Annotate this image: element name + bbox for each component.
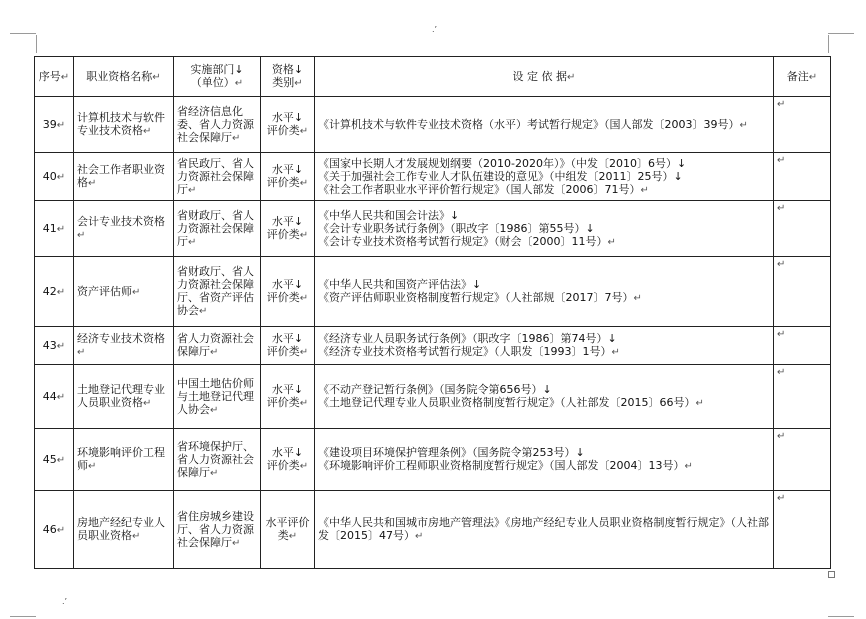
basis-line: 《中华人民共和国会计法》↓	[318, 208, 460, 222]
cell-basis[interactable]	[315, 327, 774, 365]
header-no: 序号↵	[35, 57, 74, 97]
paragraph-mark: ↵	[299, 293, 309, 304]
crop-mark-top-right-h	[828, 33, 854, 34]
crop-mark-top-left-v	[36, 35, 37, 53]
paragraph-mark: ↵	[415, 531, 424, 542]
paragraph-mark-bottom: .’	[62, 597, 68, 606]
paragraph-mark: ↵	[288, 531, 298, 542]
cell-type[interactable]: 水平↓ 评价类↵	[261, 257, 315, 327]
header-row	[35, 57, 831, 97]
paragraph-mark: ↵	[210, 347, 219, 358]
cell-type[interactable]: 水平评价类↵	[261, 491, 315, 569]
paragraph-mark: ↵	[777, 431, 786, 442]
table-row	[35, 365, 831, 429]
table-row	[35, 201, 831, 257]
paragraph-mark: ↵	[88, 178, 97, 189]
cell-note[interactable]	[774, 201, 831, 257]
paragraph-mark: ↵	[607, 236, 616, 248]
paragraph-mark: ↵	[777, 259, 786, 270]
cell-type[interactable]: 水平↓ 评价类↵	[261, 365, 315, 429]
cell-no[interactable]: 46↵	[35, 491, 74, 569]
header-note: 备注↵	[774, 57, 831, 97]
cell-no[interactable]: 39↵	[35, 97, 74, 153]
cell-name[interactable]: 资产评估师↵	[74, 257, 174, 327]
paragraph-mark: ↵	[777, 367, 786, 378]
paragraph-mark: ↵	[299, 398, 309, 409]
basis-line: 《资产评估师职业资格制度暂行规定》（人社部规〔2017〕7号）↵	[318, 291, 642, 304]
paragraph-mark: ↵	[299, 230, 309, 241]
cell-note[interactable]	[774, 257, 831, 327]
cell-type[interactable]: 水平↓ 评价类↵	[261, 327, 315, 365]
header-type: 资格↓ 类别↵	[261, 57, 315, 97]
paragraph-mark: ↵	[299, 126, 309, 137]
cell-type[interactable]: 水平↓ 评价类↵	[261, 153, 315, 201]
paragraph-mark: ↵	[611, 347, 620, 358]
paragraph-mark: ↵	[188, 184, 197, 196]
crop-mark-bottom-left-h	[10, 616, 36, 617]
paragraph-mark: ↵	[56, 286, 66, 298]
paragraph-mark: ↵	[299, 461, 309, 472]
basis-line: 《环境影响评价工程师职业资格制度暂行规定》（国人部发〔2004〕13号）↵	[318, 459, 693, 472]
crop-mark-bottom-right-h	[828, 616, 854, 617]
basis-line: 《中华人民共和国城市房地产管理法》《房地产经纪专业人员职业资格制度暂行规定》（人社部发〔2015〕47号）↵	[318, 516, 769, 542]
cell-dept[interactable]: 省经济信息化委、省人力资源社会保障厅↵	[174, 97, 261, 153]
paragraph-mark: ↵	[132, 286, 141, 298]
cell-note[interactable]	[774, 365, 831, 429]
cell-type[interactable]: 水平↓ 评价类↵	[261, 201, 315, 257]
paragraph-mark: ↵	[199, 306, 208, 317]
basis-line: 《国家中长期人才发展规划纲要（2010-2020年）》（中发〔2010〕6号）↓	[318, 156, 687, 170]
paragraph-mark: ↵	[56, 171, 66, 183]
paragraph-mark: ↵	[56, 223, 66, 235]
cell-dept[interactable]: 省住房城乡建设厅、省人力资源社会保障厅↵	[174, 491, 261, 569]
paragraph-mark: ↵	[777, 99, 786, 110]
cell-note[interactable]	[774, 327, 831, 365]
basis-line: 《会计专业职务试行条例》（职改字〔1986〕第55号）↓	[318, 221, 595, 235]
paragraph-mark: ↵	[299, 347, 309, 358]
paragraph-mark: ↵	[188, 236, 197, 248]
cell-no[interactable]: 40↵	[35, 153, 74, 201]
cell-basis[interactable]	[315, 365, 774, 429]
paragraph-mark: ↵	[633, 293, 642, 304]
cell-name[interactable]: 社会工作者职业资格↵	[74, 153, 174, 201]
basis-line: 《关于加强社会工作专业人才队伍建设的意见》（中组发〔2011〕25号）↓	[318, 169, 683, 183]
paragraph-mark: ↵	[777, 155, 786, 166]
basis-line: 《计算机技术与软件专业技术资格（水平）考试暂行规定》（国人部发〔2003〕39号）↵	[318, 117, 748, 131]
cell-name[interactable]: 房地产经纪专业人员职业资格↵	[74, 491, 174, 569]
cell-dept[interactable]: 省财政厅、省人力资源社会保障厅、省资产评估协会↵	[174, 257, 261, 327]
paragraph-mark: ↵	[132, 531, 141, 542]
cell-dept[interactable]: 省财政厅、省人力资源社会保障厅↵	[174, 201, 261, 257]
basis-line: 《会计专业技术资格考试暂行规定》（财会〔2000〕11号）↵	[318, 234, 616, 248]
cell-basis[interactable]	[315, 429, 774, 491]
cell-no[interactable]: 43↵	[35, 327, 74, 365]
paragraph-mark: ↵	[299, 178, 309, 189]
cell-basis[interactable]	[315, 257, 774, 327]
table-row	[35, 429, 831, 491]
header-name: 职业资格名称↵	[74, 57, 174, 97]
cell-note[interactable]	[774, 491, 831, 569]
basis-line: 《经济专业人员职务试行条例》（职改字〔1986〕第74号）↓	[318, 332, 617, 345]
basis-line: 《社会工作者职业水平评价暂行规定》（国人部发〔2006〕71号）↵	[318, 182, 649, 196]
cell-dept[interactable]: 省民政厅、省人力资源社会保障厅↵	[174, 153, 261, 201]
paragraph-mark: ↵	[210, 404, 219, 416]
paragraph-mark: ↵	[232, 537, 241, 549]
paragraph-mark: ↵	[56, 524, 66, 536]
basis-line: 《不动产登记暂行条例》（国务院令第656号）↓	[318, 383, 552, 396]
header-dept: 实施部门↓ （单位）↵	[174, 57, 261, 97]
paragraph-mark: ↵	[739, 119, 748, 131]
basis-line: 《经济专业技术资格考试暂行规定》（人职发〔1993〕1号）↵	[318, 345, 620, 358]
paragraph-mark: ↵	[777, 493, 786, 504]
paragraph-mark: ↵	[56, 340, 66, 352]
cell-name[interactable]: 环境影响评价工程师↵	[74, 429, 174, 491]
table-row	[35, 153, 831, 201]
cell-name[interactable]: 会计专业技术资格↵	[74, 201, 174, 257]
paragraph-mark: ↵	[143, 398, 152, 409]
cell-no[interactable]: 41↵	[35, 201, 74, 257]
basis-line: 《中华人民共和国资产评估法》↓	[318, 278, 482, 291]
paragraph-mark: ↵	[77, 347, 86, 358]
basis-line: 《建设项目环境保护管理条例》（国务院令第253号）↓	[318, 446, 585, 459]
table-row	[35, 327, 831, 365]
basis-line: 《土地登记代理专业人员职业资格制度暂行规定》（人社部发〔2015〕66号）↵	[318, 396, 704, 409]
paragraph-mark: ↵	[56, 391, 66, 403]
cell-dept[interactable]: 省人力资源社会保障厅↵	[174, 327, 261, 365]
paragraph-mark: ↵	[695, 398, 704, 409]
cell-basis[interactable]	[315, 153, 774, 201]
cell-basis[interactable]	[315, 201, 774, 257]
cell-basis[interactable]	[315, 97, 774, 153]
cell-dept[interactable]: 中国土地估价师与土地登记代理人协会↵	[174, 365, 261, 429]
cell-dept[interactable]: 省环境保护厅、省人力资源社会保障厅↵	[174, 429, 261, 491]
paragraph-mark-top: .’	[432, 25, 438, 34]
crop-mark-top-left-h	[10, 33, 36, 34]
paragraph-mark: ↵	[56, 454, 66, 466]
crop-mark-top-right-v	[828, 35, 829, 53]
table-resize-handle[interactable]	[828, 571, 835, 578]
table-row	[35, 491, 831, 569]
paragraph-mark: ↵	[143, 126, 152, 137]
paragraph-mark: ↵	[56, 119, 66, 131]
paragraph-mark: ↵	[777, 329, 786, 340]
paragraph-mark: ↵	[684, 461, 693, 472]
cell-name[interactable]: 计算机技术与软件专业技术资格↵	[74, 97, 174, 153]
cell-note[interactable]	[774, 429, 831, 491]
table-row	[35, 97, 831, 153]
cell-note[interactable]	[774, 153, 831, 201]
paragraph-mark: ↵	[777, 203, 786, 214]
cell-basis[interactable]	[315, 491, 774, 569]
paragraph-mark: ↵	[88, 461, 97, 472]
paragraph-mark: ↵	[232, 132, 241, 144]
cell-no[interactable]: 45↵	[35, 429, 74, 491]
header-basis: 设 定 依 据↵	[315, 57, 774, 97]
cell-type[interactable]: 水平↓ 评价类↵	[261, 97, 315, 153]
paragraph-mark: ↵	[640, 184, 649, 196]
cell-no[interactable]: 44↵	[35, 365, 74, 429]
cell-no[interactable]: 42↵	[35, 257, 74, 327]
cell-name[interactable]: 土地登记代理专业人员职业资格↵	[74, 365, 174, 429]
qualification-table	[34, 56, 831, 569]
cell-name[interactable]: 经济专业技术资格↵	[74, 327, 174, 365]
cell-note[interactable]	[774, 97, 831, 153]
table-row	[35, 257, 831, 327]
cell-type[interactable]: 水平↓ 评价类↵	[261, 429, 315, 491]
paragraph-mark: ↵	[210, 467, 219, 479]
paragraph-mark: ↵	[77, 230, 86, 241]
